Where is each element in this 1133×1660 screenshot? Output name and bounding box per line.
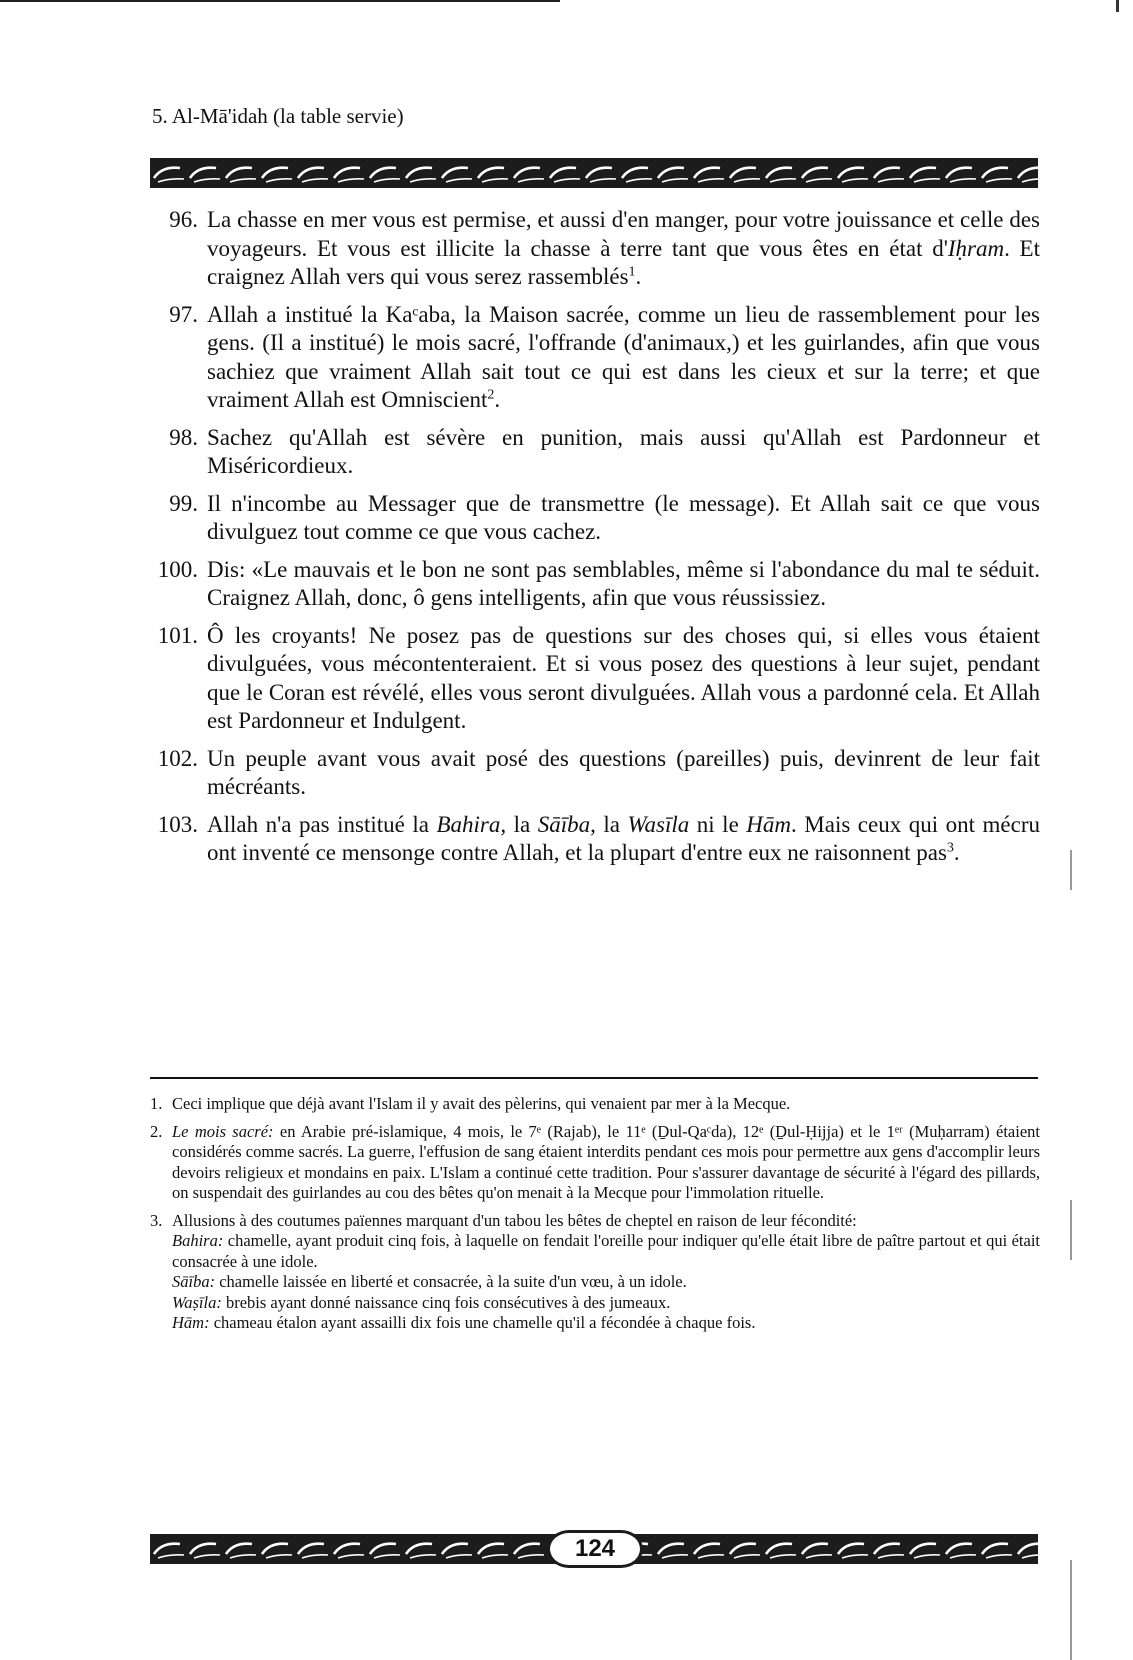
margin-mark xyxy=(1070,1560,1072,1660)
footnote-1 xyxy=(150,1094,1040,1115)
definition-wasila: Waṣīla: brebis ayant donné naissance cinq fois consécutives à des jumeaux. xyxy=(172,1292,671,1312)
verse-text: Allah n'a pas institué la Bahira, la Sāība, la Wasīla ni le Hām. Mais ceux qui ont mécru ont inventé ce mensonge contre Allah, et la plupart d'entre eux ne raisonnent pas$^3$. xyxy=(207,811,1040,865)
footnote-separator xyxy=(150,1077,1038,1079)
footnote-ref: 2 xyxy=(487,387,495,403)
page-header-title: 5. Al-Mā'idah (la table servie) xyxy=(152,104,404,128)
verse-number: 103. xyxy=(157,811,198,837)
verse-text: La chasse en mer vous est permise, et aussi d'en manger, pour votre jouissance et celle des voyageurs. Et vous est illicite la chasse à terre tant que vous êtes en état d'Iḥram. Et craignez Allah vers qui vous serez rassemblés$^1$. xyxy=(207,207,1040,289)
verse-number: 100. xyxy=(157,556,198,582)
footnote-text: Le mois sacré: en Arabie pré-islamique, 4 mois, le 7ᵉ (Rajab), le 11ᵉ (Ḏul-Qaᶜda), 12ᵉ (Ḏul-Ḥijja) et le 1ᵉʳ (Muḥarram) étaient considérés comme sacrés. La guerre, l'effusion de sang étaient interdits pendant ces mois pour permettre aux gens d'accomplir leurs devoirs religieux et mondains en paix. L'Islam a continué cette tradition. Pour s'assurer davantage de sécurité à l'égard des pillards, on suspendait des guirlandes au cou des bêtes qu'on menait à la Mecque pour l'immolation rituelle. xyxy=(172,1121,1040,1202)
footnote-number: 3. xyxy=(150,1210,163,1230)
footnote-ref: 1 xyxy=(628,264,636,280)
verse-text: Un peuple avant vous avait posé des questions (pareilles) puis, devinrent de leur fait mécréants. xyxy=(207,745,1040,799)
verse-number: 102. xyxy=(157,745,198,771)
chain-pattern-top xyxy=(150,158,1038,188)
verse-number: 97. xyxy=(169,301,198,327)
verse-text: Il n'incombe au Messager que de transmettre (le message). Et Allah sait ce que vous divulguez tout comme ce que vous cachez. xyxy=(207,490,1040,544)
footnote-ref: 3 xyxy=(946,840,954,856)
page-number: 124 xyxy=(547,1530,643,1568)
footnote-text: Ceci implique que déjà avant l'Islam il y avait des pèlerins, qui venaient par mer à la Mecque. xyxy=(172,1094,791,1113)
definition-bahira: Bahira: chamelle, ayant produit cinq fois, à laquelle on fendait l'oreille pour indiquer qu'elle était libre de paître partout et qui était consacrée à une idole. xyxy=(172,1231,1040,1271)
verse-96 xyxy=(150,206,1040,292)
footnote-list xyxy=(150,1094,1040,1341)
verse-number: 96. xyxy=(169,207,198,232)
definition-saiba: Sāība: chamelle laissée en liberté et consacrée, à la suite d'un vœu, à un idole. xyxy=(172,1272,687,1291)
verse-97 xyxy=(150,301,1040,415)
verse-number: 101. xyxy=(157,622,198,648)
corner-mark xyxy=(1116,0,1119,12)
verse-98 xyxy=(150,424,1040,481)
verse-103 xyxy=(150,811,1040,868)
verse-number: 99. xyxy=(169,490,198,516)
top-ornament-band xyxy=(150,158,1038,188)
margin-mark xyxy=(1070,850,1072,890)
footnote-3 xyxy=(150,1211,1040,1334)
verse-100 xyxy=(150,556,1040,613)
verse-text: Dis: «Le mauvais et le bon ne sont pas semblables, même si l'abondance du mal te séduit. Craignez Allah, donc, ô gens intelligents, afin que vous réussissiez. xyxy=(207,556,1040,610)
verse-number: 98. xyxy=(169,424,198,450)
verse-102 xyxy=(150,745,1040,802)
definition-ham: Hām: chameau étalon ayant assailli dix fois une chamelle qu'il a fécondée à chaque fois. xyxy=(172,1313,756,1332)
footnote-number: 2. xyxy=(150,1121,163,1141)
footnote-number: 1. xyxy=(150,1094,163,1113)
footnote-2 xyxy=(150,1122,1040,1204)
verse-text: Allah a institué la Kaᶜaba, la Maison sacrée, comme un lieu de rassemblement pour les gens. (Il a institué) le mois sacré, l'offrande (d'animaux,) et les guirlandes, afin que vous sachiez que vraiment Allah sait tout ce qui est dans les cieux et sur la terre; et que vraiment Allah est Omniscient$^2$. xyxy=(207,301,1040,412)
verse-99 xyxy=(150,490,1040,547)
verse-list xyxy=(150,206,1040,877)
verse-text: Ô les croyants! Ne posez pas de questions sur des choses qui, si elles vous étaient divulguées, vous mécontenteraient. Et si vous posez des questions à leur sujet, pendant que le Coran est révélé, elles vous seront divulguées. Allah vous a pardonné cela. Et Allah est Pardonneur et Indulgent. xyxy=(207,622,1040,733)
top-rule xyxy=(0,0,560,2)
footnote-text: Allusions à des coutumes païennes marquant d'un tabou les bêtes de cheptel en raison de leur fécondité: Bahira: chamelle, ayant produit cinq fois, à laquelle on fendait l'oreille pour indiquer qu'elle était libre de paître partout et qui était consacrée à une idole. Sāība: chamelle laissée en liberté et consacrée, à la suite d'un vœu, à un idole. Waṣīla: brebis ayant donné naissance cinq fois consécutives à des jumeaux. Hām: chameau étalon ayant assailli dix fois une chamelle qu'il a fécondée à chaque fois. xyxy=(172,1210,1040,1332)
verse-text: Sachez qu'Allah est sévère en punition, mais aussi qu'Allah est Pardonneur et Miséricordieux. xyxy=(207,424,1040,478)
margin-mark xyxy=(1070,1200,1072,1260)
verse-101 xyxy=(150,622,1040,736)
